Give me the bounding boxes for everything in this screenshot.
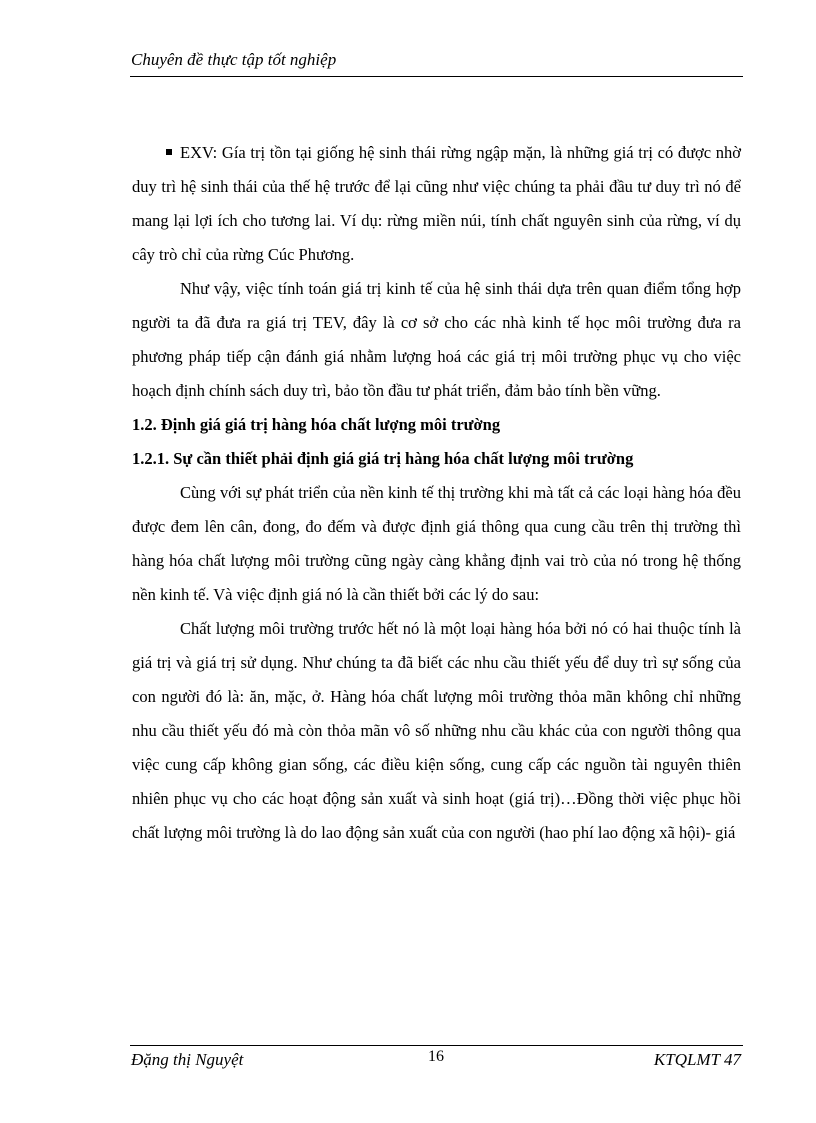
section-heading: 1.2. Định giá giá trị hàng hóa chất lượng môi trường [132, 415, 501, 434]
bullet-paragraph-text: EXV: Gía trị tồn tại giống hệ sinh thái rừng ngập mặn, là những giá trị có được nhờ duy trì hệ sinh thái của thế hệ trước để lại cũng như việc chúng ta phải đầu tư duy trì nó để mang lại lợi ích cho tương lai. Ví dụ: rừng miền núi, tính chất nguyên sinh của rừng, ví dụ cây trò chỉ của rừng Cúc Phương. [132, 143, 741, 264]
bullet-paragraph [132, 136, 741, 272]
paragraph: Chất lượng môi trường trước hết nó là một loại hàng hóa bởi nó có hai thuộc tính là giá trị và giá trị sử dụng. Như chúng ta đã biết các nhu cầu thiết yếu để duy trì sự sống của con người đó là: ăn, mặc, ở. Hàng hóa chất lượng môi trường thỏa mãn không chỉ những nhu cầu thiết yếu đó mà còn thỏa mãn vô số những nhu cầu khác của con người thông qua việc cung cấp không gian sống, các điều kiện sống, cung cấp các nguồn tài nguyên thiên nhiên phục vụ cho các hoạt động sản xuất và sinh hoạt (giá trị)…Đồng thời việc phục hồi chất lượng môi trường là do lao động sản xuất của con người (hao phí lao động xã hội)- giá [132, 619, 741, 842]
subsection-heading: 1.2.1. Sự cần thiết phải định giá giá trị hàng hóa chất lượng môi trường [132, 449, 634, 468]
header-title: Chuyên đề thực tập tốt nghiệp [131, 50, 337, 69]
paragraph: Như vậy, việc tính toán giá trị kinh tế của hệ sinh thái dựa trên quan điểm tổng hợp người ta đã đưa ra giá trị TEV, đây là cơ sở cho các nhà kinh tế học môi trường đưa ra phương pháp tiếp cận đánh giá nhằm lượng hoá các giá trị môi trường phục vụ cho việc hoạch định chính sách duy trì, bảo tồn đầu tư phát triển, đảm bảo tính bền vững. [132, 279, 741, 400]
footer-class-code: KTQLMT 47 [653, 1050, 741, 1069]
square-bullet-icon [166, 149, 172, 155]
page-number: 16 [428, 1048, 444, 1065]
paragraph: Cùng với sự phát triển của nền kinh tế thị trường khi mà tất cả các loại hàng hóa đều được đem lên cân, đong, đo đếm và được định giá thông qua cung cầu trên thị trường thì hàng hóa chất lượng môi trường cũng ngày càng khẳng định vai trò của nó trong hệ thống nền kinh tế. Và việc định giá nó là cần thiết bởi các lý do sau: [132, 483, 741, 604]
footer-author: Đặng thị Nguyệt [131, 1050, 244, 1069]
header-divider [130, 76, 743, 77]
footer-divider [130, 1045, 743, 1046]
document-body [132, 136, 741, 850]
